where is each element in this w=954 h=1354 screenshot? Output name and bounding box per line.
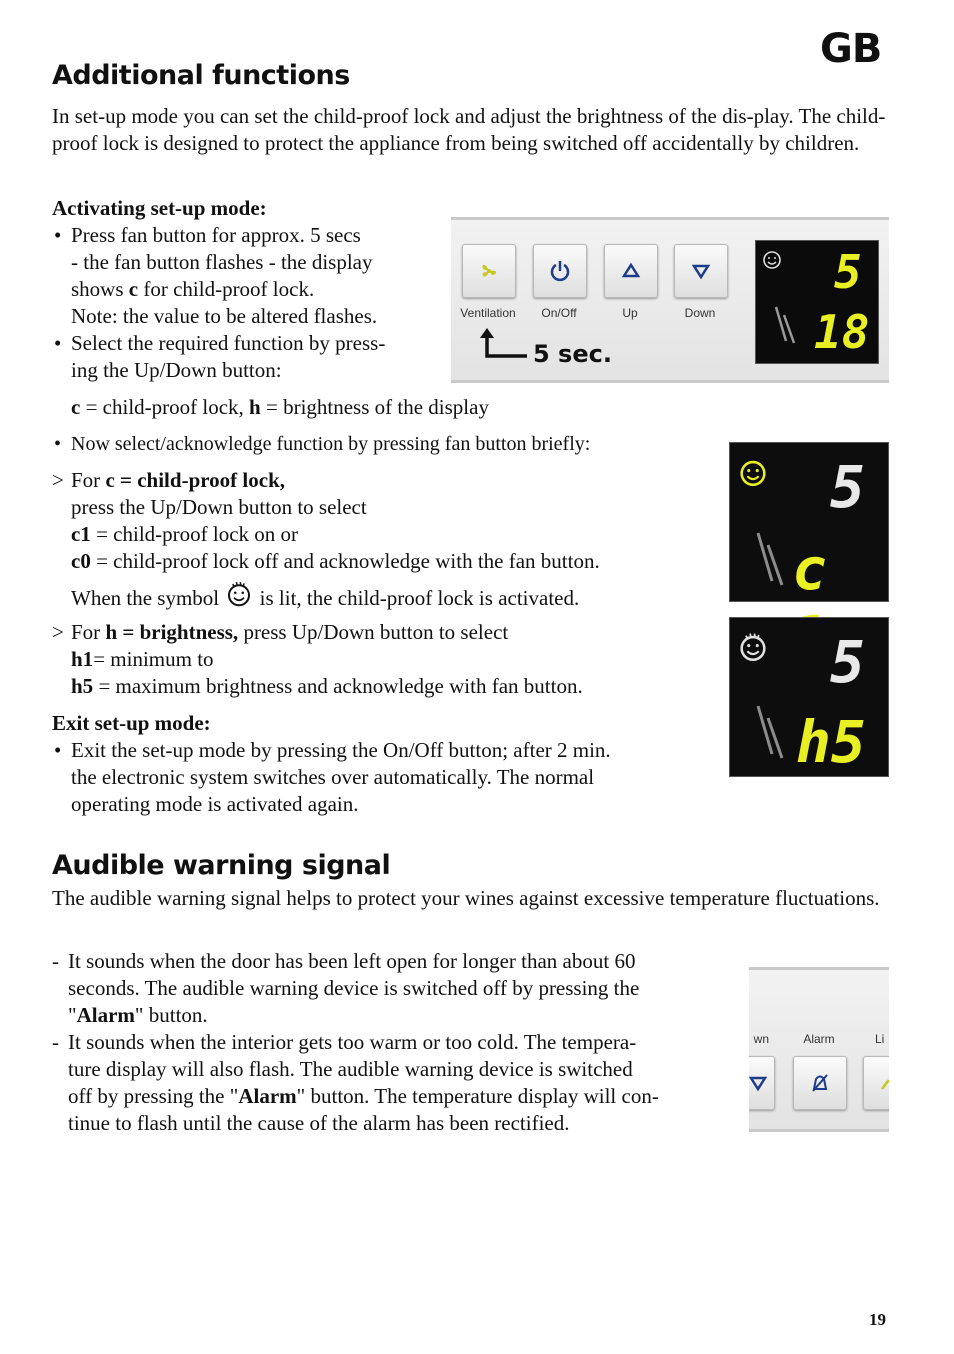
brightness-block: > For h = brightness, press Up/Down button to select h1= minimum to h5 = maximum brightness and acknowledge with fan button.: [52, 619, 712, 700]
symbol-line: When the symbol is lit, the child-proof lock is activated.: [52, 579, 712, 612]
display-c1-top-digit: 5: [830, 453, 865, 521]
child-lock-block: > For c = child-proof lock, press the Up/Down button to select c1 = child-proof lock on or c0 = child-proof lock off and acknowledge with the fan button. When the symbol is lit, the child-proof lock is activated.: [52, 467, 712, 612]
slash-segments-icon: [752, 531, 792, 587]
intro-paragraph: In set-up mode you can set the child-proof lock and adjust the brightness of the dis-play. The child-proof lock is designed to protect the appliance from being switched off accidentally by children.: [52, 104, 886, 155]
display-h5-image: [729, 617, 889, 777]
bullet-line: Note: the value to be altered flashes.: [71, 304, 378, 328]
hold-duration-label: 5 sec.: [533, 340, 612, 368]
c1-line: c1 = child-proof lock on or: [71, 522, 299, 546]
bullet-press-fan: • Press fan button for approx. 5 secs - the fan button flashes - the display shows c for child-proof lock. Note: the value to be altered flashes.: [52, 222, 442, 330]
bullet-line: shows c for child-proof lock.: [71, 277, 315, 301]
smiley-icon: [760, 247, 784, 271]
triangle-down-icon: [689, 259, 713, 283]
alarm-label: Alarm: [803, 1032, 835, 1046]
dash-line: ture display will also flash. The audible warning device is switched: [68, 1057, 633, 1081]
smiley-lit-icon: [736, 455, 770, 489]
bullet-line: operating mode is activated again.: [71, 792, 359, 816]
dash-line: seconds. The audible warning device is switched off by pressing the: [68, 976, 640, 1000]
control-panel-image: [451, 217, 889, 383]
c0-line: c0 = child-proof lock off and acknowledge with the fan button.: [71, 549, 600, 573]
section-title-audible-warning: Audible warning signal: [52, 850, 391, 881]
page-number: 19: [869, 1310, 886, 1329]
display-c1-image: [729, 442, 889, 602]
activate-block: [52, 195, 442, 384]
ventilation-label: Ventilation: [460, 306, 516, 320]
up-label: Up: [622, 306, 638, 320]
section-title-additional-functions: Additional functions: [52, 60, 350, 91]
audible-intro: The audible warning signal helps to protect your wines against excessive temperature fluctuations.: [52, 886, 880, 910]
light-button-partial: [863, 1056, 889, 1110]
activate-heading: Activating set-up mode:: [52, 196, 267, 220]
dash-line: "Alarm" button.: [68, 1003, 208, 1027]
bullet-line: Select the required function by press-: [71, 331, 386, 355]
display-h5-bottom-digits: h5: [796, 708, 866, 776]
bullet-line: - the fan button flashes - the display: [71, 250, 373, 274]
power-icon: [548, 259, 572, 283]
dash-line: It sounds when the door has been left open for longer than about 60: [68, 949, 636, 973]
function-legend: c = child-proof lock, h = brightness of the display: [71, 395, 489, 419]
h5-line: h5 = maximum brightness and acknowledge with fan button.: [71, 674, 583, 698]
light-label-partial: Li: [875, 1032, 885, 1046]
language-code: GB: [820, 26, 882, 72]
bullet-line: the electronic system switches over automatically. The normal: [71, 765, 595, 789]
exit-block: [52, 710, 712, 818]
up-button: [604, 244, 658, 298]
slash-segments-icon: [772, 305, 802, 345]
display-h5-top-digit: 5: [830, 628, 865, 696]
smiley-icon: [736, 630, 770, 664]
fan-icon: [477, 259, 501, 283]
bullet-exit: • Exit the set-up mode by pressing the On/Off button; after 2 min. the electronic system switches over automatically. The normal operating mode is activated again.: [52, 737, 712, 818]
arrow-up-bracket-icon: [479, 328, 529, 364]
triangle-down-icon: [749, 1071, 770, 1095]
exit-heading: Exit set-up mode:: [52, 711, 211, 735]
dash-item-temperature: - It sounds when the interior gets too warm or too cold. The tempera- ture display will also flash. The audible warning device is switched off by pressing the "Alarm" button. The temperature display will con- tinue to flash until the cause of the alarm has been rectified.: [52, 1029, 742, 1137]
down-label: Down: [684, 306, 716, 320]
display-bottom-digits: 18: [814, 305, 870, 359]
dash-item-door: - It sounds when the door has been left open for longer than about 60 seconds. The audible warning device is switched off by pressing the "Alarm" button.: [52, 948, 742, 1029]
alarm-button: [793, 1056, 847, 1110]
triangle-up-icon: [619, 259, 643, 283]
alarm-panel-image: [749, 967, 889, 1132]
h1-line: h1= minimum to: [71, 647, 214, 671]
smiley-icon: [224, 579, 254, 609]
on-off-label: On/Off: [541, 306, 577, 320]
display-screen: [755, 240, 879, 364]
display-c1-bottom-digits: c: [792, 535, 827, 603]
bell-off-icon: [808, 1071, 832, 1095]
ventilation-button: [462, 244, 516, 298]
dash-line: off by pressing the "Alarm" button. The temperature display will con-: [68, 1084, 659, 1108]
slash-segments-icon: [752, 704, 792, 760]
display-top-digit: 5: [834, 245, 862, 299]
down-button-partial: [749, 1056, 775, 1110]
bullet-acknowledge: • Now select/acknowledge function by pressing fan button briefly:: [54, 433, 591, 455]
down-label-partial: wn: [753, 1032, 769, 1046]
dash-line: It sounds when the interior gets too warm or too cold. The tempera-: [68, 1030, 637, 1054]
bullet-line: Exit the set-up mode by pressing the On/Off button; after 2 min.: [71, 738, 611, 762]
light-icon: [878, 1071, 889, 1095]
down-button: [674, 244, 728, 298]
bullet-select-function: • Select the required function by press- ing the Up/Down button:: [52, 330, 442, 384]
audible-list: [52, 948, 742, 1137]
bullet-line: Press fan button for approx. 5 secs: [71, 223, 361, 247]
on-off-button: [533, 244, 587, 298]
child-lock-line: press the Up/Down button to select: [71, 495, 367, 519]
bullet-line: ing the Up/Down button:: [71, 358, 282, 382]
dash-line: tinue to flash until the cause of the alarm has been rectified.: [68, 1111, 570, 1135]
